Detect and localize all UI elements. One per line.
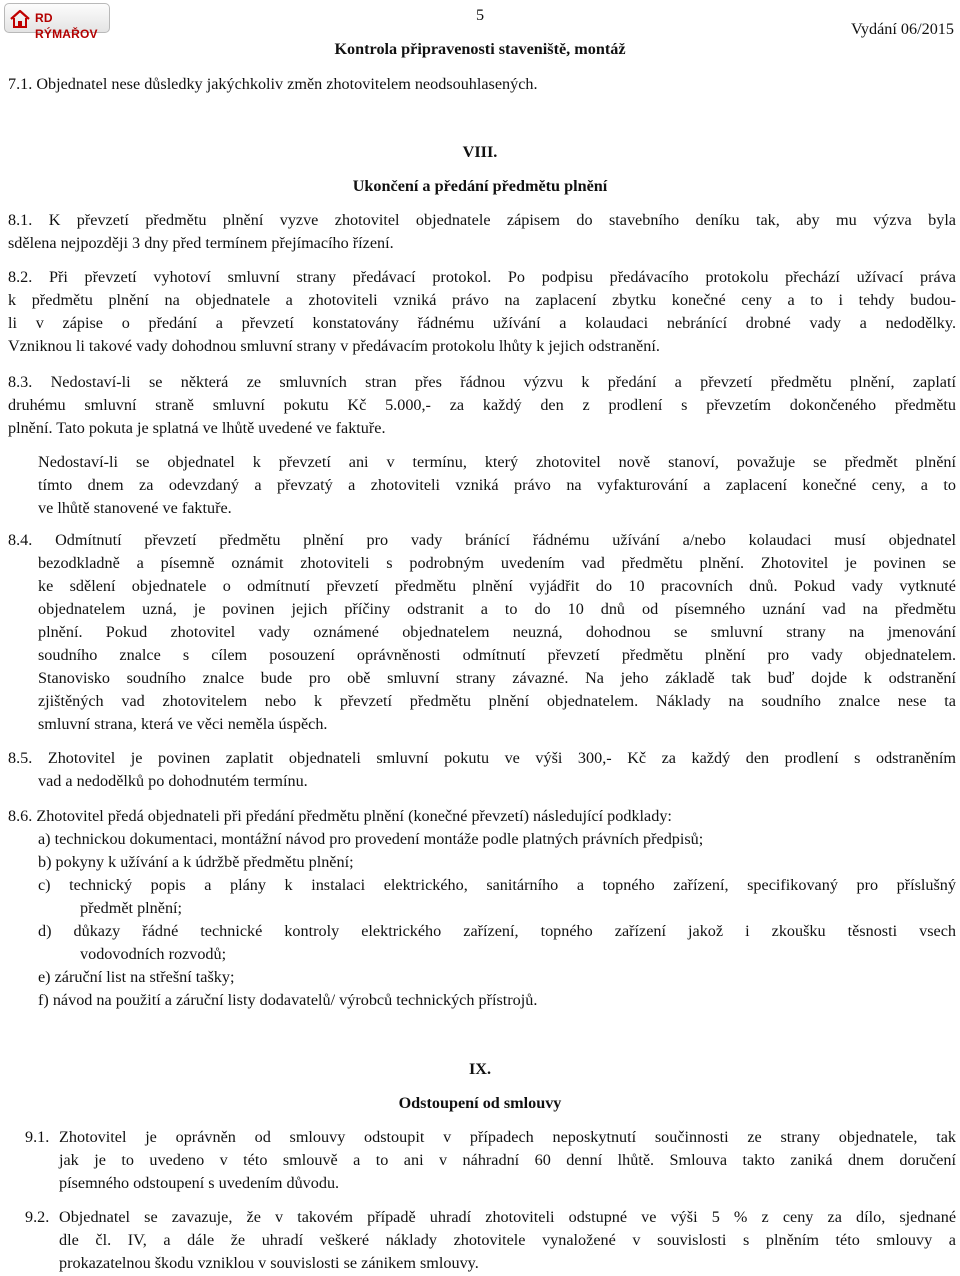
list-item-f: f) návod na použití a záruční listy dodavatelů/ výrobců technických přístrojů. [38, 991, 538, 1009]
para-8-4 [8, 529, 956, 736]
para-8-4-line9: smluvní strana, která ve věci neměla úspěch. [38, 715, 328, 733]
para-8-4-line8: zjištěných vad zhotovitelem nebo k převzetí předmětu plnění objednatelem. Náklady na soudního znalce nese ta [38, 692, 956, 710]
para-8-2-line2: k předmětu plnění na objednatele a zhotoviteli vzniká právo na zaplacení zbytku konečné ceny a to i tehdy budou- [8, 291, 956, 309]
para-8-4-line6: soudního znalce s cílem posouzení oprávněnosti odmítnutí převzetí předmětu plnění pro vady objednatelem. [38, 646, 956, 664]
para-9-2-line3: prokazatelnou škodu vzniklou v souvislosti se zánikem smlouvy. [59, 1254, 479, 1272]
para-8-3b-line2: tímto dnem za odevzdaný a převzatý a zhotoviteli vzniká právo na vyfakturování a zaplacení konečné ceny, a to [38, 476, 956, 494]
list-item-d-cont: vodovodních rozvodů; [80, 945, 227, 963]
para-8-4-line2: bezodkladně a písemně oznámit zhotoviteli s podrobným uvedením vad předmětu plnění. Zhotovitel je povinen se [38, 554, 956, 572]
para-8-2 [8, 266, 956, 358]
para-8-3 [8, 371, 956, 440]
list-item-d: d) důkazy řádné technické kontroly elektrického zařízení, topného zařízení jakož i zkoušku těsnosti vsech [38, 922, 956, 940]
list-item-e: e) záruční list na střešní tašky; [38, 968, 235, 986]
para-9-1-line1: Zhotovitel je oprávněn od smlouvy odstoupit v případech neposkytnutí součinnosti ze strany objednatele, tak [59, 1128, 956, 1146]
para-8-6-intro: 8.6. Zhotovitel předá objednateli při předání předmětu plnění (konečné převzetí) následující podklady: [8, 807, 672, 825]
para-8-1-line1: 8.1. K převzetí předmětu plnění vyzve zhotovitel objednatele zápisem do stavebního deníku tak, aby mu výzva byla [8, 211, 956, 229]
section-ix-title: Odstoupení od smlouvy [398, 1094, 562, 1112]
para-8-2-line3: li v zápise o předání a převzetí konstatovány řádnému užívání a kolaudaci nebránící drobné vady a nedodělky. [8, 314, 956, 332]
para-8-5 [8, 747, 956, 793]
list-item-c-cont: předmět plnění; [80, 899, 183, 917]
para-8-2-line1: 8.2. Při převzetí vyhotoví smluvní strany předávací protokol. Po podpisu předávacího protokolu přechází užívací práva [8, 268, 956, 286]
list-item-a: a) technickou dokumentaci, montážní návod pro provedení montáže podle platných právních předpisů; [38, 830, 704, 848]
para-8-3b-line1: Nedostaví-li se objednatel k převzetí ani v termínu, který zhotovitel nově stanoví, považuje se předmět plnění [38, 453, 956, 471]
para-8-4-line5: plnění. Pokud zhotovitel vady oznámené objednatelem neuzná, dohodnou se smluvní strany na jmenování [38, 623, 956, 641]
para-8-3b [38, 451, 956, 520]
para-9-1-number: 9.1. [25, 1128, 50, 1146]
para-9-2-number: 9.2. [25, 1208, 50, 1226]
para-9-2 [59, 1206, 956, 1275]
para-7-1: 7.1. Objednatel nese důsledky jakýchkoliv změn zhotovitelem neodsouhlasených. [8, 75, 538, 93]
list-item-c: c) technický popis a plány k instalaci elektrického, sanitárního a topného zařízení, specifikovaný pro příslušný [38, 876, 956, 894]
para-9-1-line3: písemného odstoupení s uvedením důvodu. [59, 1174, 340, 1192]
para-9-1 [59, 1126, 956, 1195]
para-9-2-line1: Objednatel se zavazuje, že v takovém případě uhradí zhotoviteli odstupné ve výši 5 % z ceny za dílo, sjednané [59, 1208, 956, 1226]
para-8-4-line3: ke sdělení objednatele o odmítnutí převzetí předmětu plnění vyjádřit do 10 pracovních dnů. Pokud vady vytknuté [38, 577, 956, 595]
para-8-4-line4: objednatelem uzná, je povinen jejich příčiny odstranit a to do 10 dnů od písemného uznání vad na předmětu [38, 600, 956, 618]
edition-label: Vydání 06/2015 [851, 20, 954, 38]
para-8-4-line7: Stanovisko soudního znalce bude pro obě smluvní strany závazné. Na jeho základě tak buď dojde k odstranění [38, 669, 956, 687]
para-8-5-line2: vad a nedodělků po dohodnutém termínu. [38, 772, 308, 790]
para-8-1 [8, 209, 956, 255]
para-8-3-line1: 8.3. Nedostaví-li se některá ze smluvních stran přes řádnou výzvu k předání a převzetí předmětu plnění, zaplatí [8, 373, 956, 391]
para-8-4-line1: 8.4. Odmítnutí převzetí předmětu plnění pro vady bránící řádnému užívání a/nebo kolaudaci musí objednatel [8, 531, 956, 549]
section-header-title: Kontrola připravenosti staveniště, montáž [334, 40, 626, 58]
para-9-2-line2: dle čl. IV, a dále že uhradí veškeré náklady zhotovitele vynaložené v souvislosti s plněním této smlouvy a [59, 1231, 956, 1249]
section-ix-numeral: IX. [468, 1060, 492, 1078]
section-viii-numeral: VIII. [462, 143, 498, 161]
logo-text: RD RÝMAŘOV [35, 11, 98, 41]
para-8-3-line2: druhému smluvní straně smluvní pokutu Kč 5.000,- za každý den z prodlení s převzetím dokončeného předmětu [8, 396, 956, 414]
para-8-5-line1: 8.5. Zhotovitel je povinen zaplatit objednateli smluvní pokutu ve výši 300,- Kč za každý den prodlení s odstraněním [8, 749, 956, 767]
para-8-3-line3: plnění. Tato pokuta je splatná ve lhůtě uvedené ve faktuře. [8, 419, 386, 437]
para-8-1-line2: sdělena nejpozději 3 dny před termínem přejímacího řízení. [8, 234, 394, 252]
section-viii-title: Ukončení a předání předmětu plnění [352, 177, 608, 195]
para-8-2-line4: Vzniknou li takové vady dohodnou smluvní strany v předávacím protokolu lhůty k jejich odstranění. [8, 337, 660, 355]
list-item-b: b) pokyny k užívání a k údržbě předmětu plnění; [38, 853, 354, 871]
para-8-3b-line3: ve lhůtě stanovené ve faktuře. [38, 499, 232, 517]
para-9-1-line2: jak je to uvedeno v této smlouvě a to ani v náhradní 60 denní lhůtě. Smlouva takto zaniká dnem doručení [59, 1151, 956, 1169]
page-number: 5 [475, 6, 485, 24]
